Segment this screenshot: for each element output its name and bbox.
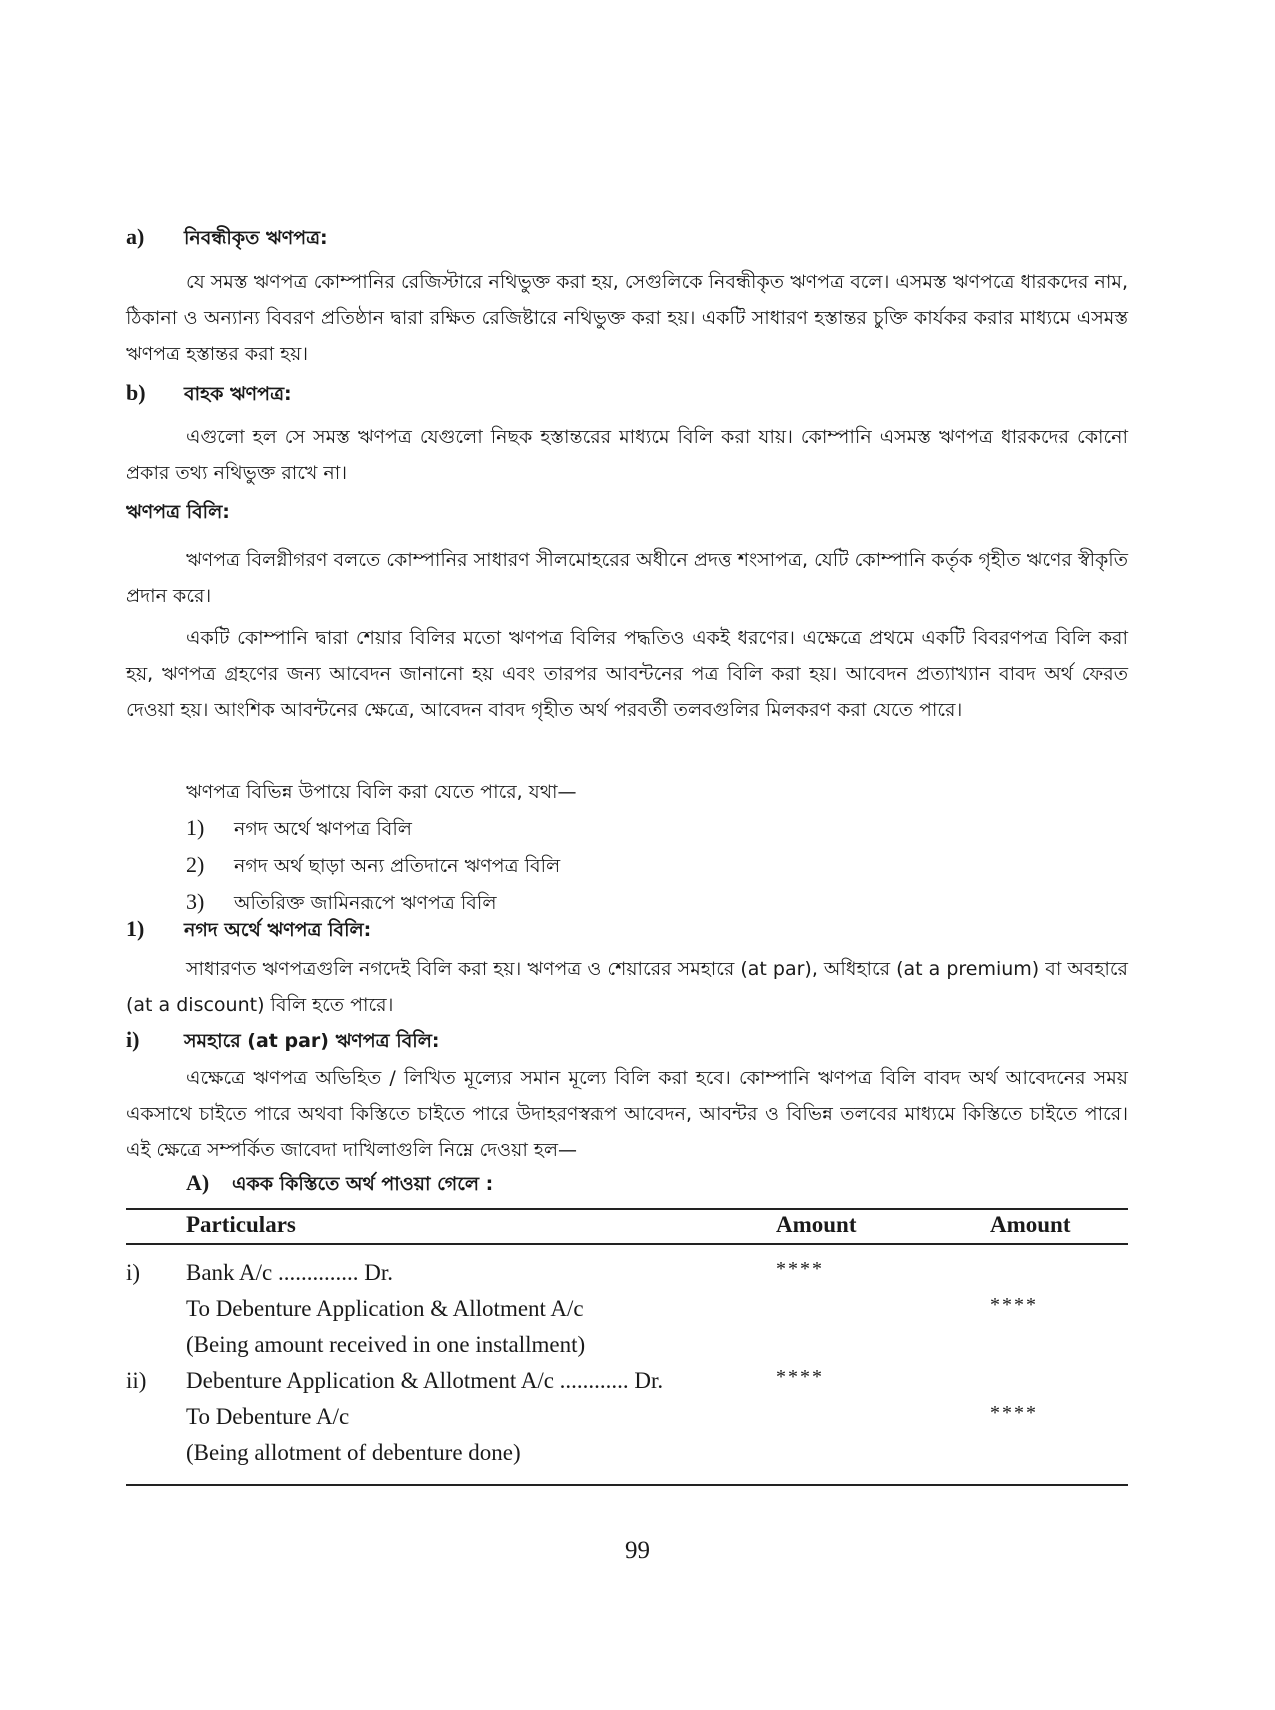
entry-credit-amount: **** <box>990 1402 1038 1424</box>
list-text: নগদ অর্থে ঋণপত্র বিলি <box>234 818 412 840</box>
entry-credit-amount: **** <box>990 1294 1038 1316</box>
entry-debit-line: Bank A/c .............. Dr. <box>186 1260 393 1285</box>
methods-list <box>186 810 560 921</box>
section-label: 1) <box>126 916 145 941</box>
list-number: 2) <box>186 852 205 877</box>
paragraph-issue-2: একটি কোম্পানি দ্বারা শেয়ার বিলির মতো ঋণপত্র বিলির পদ্ধতিও একই ধরণের। এক্ষেত্রে প্রথমে একটি বিবরণপত্র বিলি করা হয়, ঋণপত্র গ্রহণের জন্য আবেদন জানানো হয় এবং তারপর আবন্টনের পত্র বিলি করা হয়। আবেদন প্রত্যাখ্যান বাবদ অর্থ ফেরত দেওয়া হয়। আংশিক আবন্টনের ক্ষেত্রে, আবেদন বাবদ গৃহীত অর্থ পরবর্তী তলবগুলির মিলকরণ করা যেতে পারে। <box>126 627 1128 721</box>
header-amount-debit: Amount <box>776 1212 857 1237</box>
paragraph-registered: যে সমস্ত ঋণপত্র কোম্পানির রেজিস্টারে নথিভুক্ত করা হয়, সেগুলিকে নিবন্ধীকৃত ঋণপত্র বলে। এসমস্ত ঋণপত্রে ধারকদের নাম, ঠিকানা ও অন্যান্য বিবরণ প্রতিষ্ঠান দ্বারা রক্ষিত রেজিষ্টারে নথিভুক্ত করা হয়। একটি সাধারণ হস্তান্তর চুক্তি কার্যকর করার মাধ্যমে এসমস্ত ঋণপত্র হস্তান্তর করা হয়। <box>126 271 1128 365</box>
section-title: নিবন্ধীকৃত ঋণপত্র: <box>184 227 328 249</box>
list-number: 3) <box>186 889 205 914</box>
list-text: অতিরিক্ত জামিনরূপে ঋণপত্র বিলি <box>234 892 497 914</box>
table-bottom-rule <box>126 1484 1128 1486</box>
table-header-rule <box>126 1243 1128 1245</box>
section-label: b) <box>126 380 146 405</box>
section-heading-b <box>126 378 292 409</box>
entry-debit-amount: **** <box>776 1366 824 1388</box>
list-number: 1) <box>186 815 205 840</box>
section-heading-single <box>186 1168 493 1199</box>
section-label: i) <box>126 1027 140 1052</box>
entry-credit-line: To Debenture A/c <box>186 1404 350 1429</box>
entry-number: i) <box>126 1260 141 1285</box>
section-heading-issue: ঋণপত্র বিলি: <box>126 501 230 523</box>
section-heading-a <box>126 222 328 253</box>
paragraph-cash: সাধারণত ঋণপত্রগুলি নগদেই বিলি করা হয়। ঋণপত্র ও শেয়ারের সমহারে (at par), অধিহারে (at a premium) বা অবহারে (at a discount) বিলি হতে পারে। <box>126 958 1128 1016</box>
section-heading-par <box>126 1025 439 1056</box>
entry-narration: (Being amount received in one installment) <box>186 1332 586 1357</box>
entry-debit-line: Debenture Application & Allotment A/c ............ Dr. <box>186 1368 664 1393</box>
paragraph-issue-1: ঋণপত্র বিলগ্নীগরণ বলতে কোম্পানির সাধারণ সীলমোহরের অধীনে প্রদত্ত শংসাপত্র, যেটি কোম্পানি কর্তৃক গৃহীত ঋণের স্বীকৃতি প্রদান করে। <box>126 549 1128 607</box>
list-item <box>186 810 560 847</box>
entry-number: ii) <box>126 1368 147 1393</box>
section-heading-cash <box>126 914 371 945</box>
list-text: নগদ অর্থ ছাড়া অন্য প্রতিদানে ঋণপত্র বিলি <box>234 855 561 877</box>
paragraph-par: এক্ষেত্রে ঋণপত্র অভিহিত / লিখিত মূল্যের সমান মূল্যে বিলি করা হবে। কোম্পানি ঋণপত্র বিলি বাবদ অর্থ আবেদনের সময় একসাথে চাইতে পারে অথবা কিস্তিতে চাইতে পারে উদাহরণস্বরূপ আবেদন, আবন্টর ও বিভিন্ন তলবের মাধ্যমে কিস্তিতে চাইতে পারে। এই ক্ষেত্রে সম্পর্কিত জাবেদা দাখিলাগুলি নিম্নে দেওয়া হল— <box>126 1067 1128 1161</box>
list-item <box>186 847 560 884</box>
paragraph-bearer: এগুলো হল সে সমস্ত ঋণপত্র যেগুলো নিছক হস্তান্তরের মাধ্যমে বিলি করা যায়। কোম্পানি এসমস্ত ঋণপত্র ধারকদের কোনো প্রকার তথ্য নথিভুক্ত রাখে না। <box>126 426 1128 484</box>
list-intro: ঋণপত্র বিভিন্ন উপায়ে বিলি করা যেতে পারে, যথা— <box>186 781 577 803</box>
section-title: বাহক ঋণপত্র: <box>184 383 292 405</box>
table-top-rule <box>126 1208 1128 1210</box>
section-title: একক কিস্তিতে অর্থ পাওয়া গেলে : <box>232 1173 494 1195</box>
entry-debit-amount: **** <box>776 1258 824 1280</box>
page-number: 99 <box>625 1537 650 1564</box>
header-amount-credit: Amount <box>990 1212 1071 1237</box>
section-title: সমহারে (at par) ঋণপত্র বিলি: <box>184 1030 440 1052</box>
header-particulars: Particulars <box>186 1212 296 1237</box>
section-label: A) <box>186 1170 210 1195</box>
section-title: নগদ অর্থে ঋণপত্র বিলি: <box>184 919 372 941</box>
entry-narration: (Being allotment of debenture done) <box>186 1440 521 1465</box>
entry-credit-line: To Debenture Application & Allotment A/c <box>186 1296 584 1321</box>
section-label: a) <box>126 224 145 249</box>
